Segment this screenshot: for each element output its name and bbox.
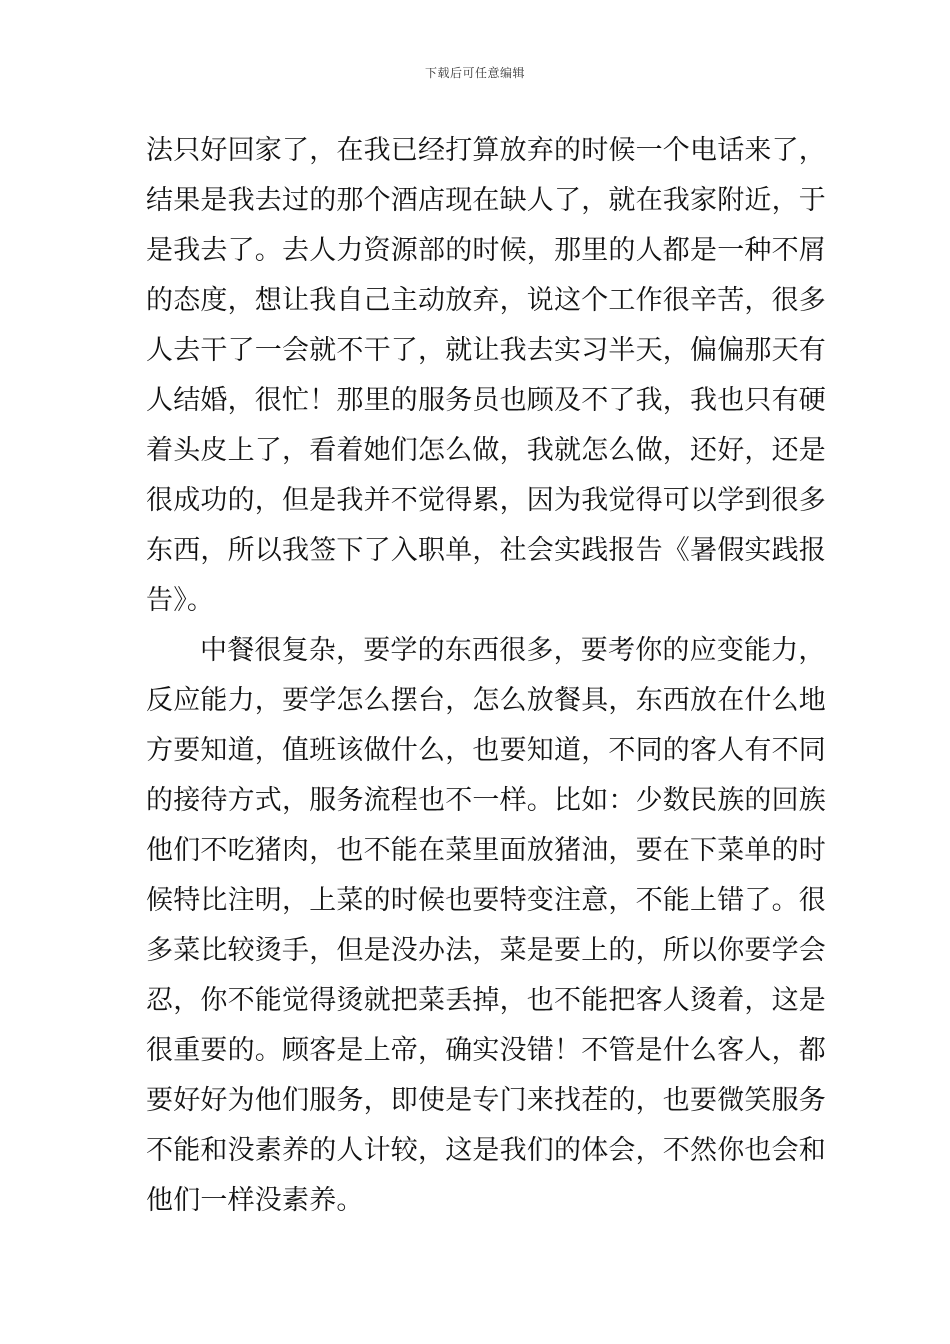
text-line: 的接待方式，服务流程也不一样。比如：少数民族的回族 [146, 785, 826, 816]
text-line: 着头皮上了，看着她们怎么做，我就怎么做，还好，还是 [146, 435, 826, 466]
text-line: 不能和没素养的人计较，这是我们的体会，不然你也会和 [146, 1135, 826, 1166]
text-line: 东西，所以我签下了入职单，社会实践报告《暑假实践报 [146, 535, 826, 566]
text-line: 很重要的。顾客是上帝，确实没错！不管是什么客人，都 [146, 1035, 826, 1066]
text-line: 人结婚，很忙！那里的服务员也顾及不了我，我也只有硬 [146, 385, 826, 416]
text-line: 告》。 [146, 585, 215, 616]
text-line: 结果是我去过的那个酒店现在缺人了，就在我家附近，于 [146, 185, 826, 216]
text-line: 很成功的，但是我并不觉得累，因为我觉得可以学到很多 [146, 485, 826, 516]
document-body [146, 126, 826, 1226]
text-line: 方要知道，值班该做什么，也要知道，不同的客人有不同 [146, 735, 826, 766]
text-line: 人去干了一会就不干了，就让我去实习半天，偏偏那天有 [146, 335, 826, 366]
text-line: 的态度，想让我自己主动放弃，说这个工作很辛苦，很多 [146, 285, 826, 316]
text-line: 法只好回家了，在我已经打算放弃的时候一个电话来了， [146, 135, 826, 166]
paragraph-2 [146, 626, 826, 1226]
page-header: 下载后可任意编辑 [424, 66, 525, 80]
text-line: 候特比注明，上菜的时候也要特变注意，不能上错了。很 [146, 885, 826, 916]
text-line: 是我去了。去人力资源部的时候，那里的人都是一种不屑 [146, 235, 826, 266]
text-line: 中餐很复杂，要学的东西很多，要考你的应变能力， [200, 635, 826, 666]
text-line: 他们一样没素养。 [146, 1185, 364, 1216]
text-line: 忍，你不能觉得烫就把菜丢掉，也不能把客人烫着，这是 [146, 985, 826, 1016]
text-line: 他们不吃猪肉，也不能在菜里面放猪油，要在下菜单的时 [146, 835, 826, 866]
paragraph-1 [146, 126, 826, 626]
text-line: 要好好为他们服务，即使是专门来找茬的，也要微笑服务 [146, 1085, 826, 1116]
text-line: 反应能力，要学怎么摆台，怎么放餐具，东西放在什么地 [146, 685, 826, 716]
text-line: 多菜比较烫手，但是没办法，菜是要上的，所以你要学会 [146, 935, 826, 966]
